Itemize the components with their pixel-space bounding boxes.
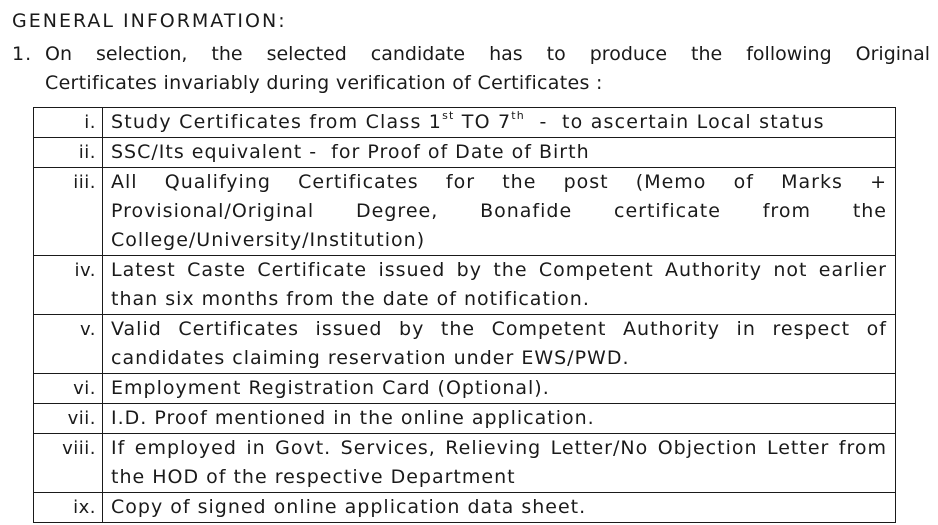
row-index: vi.: [34, 374, 103, 404]
row-text: If employed in Govt. Services, Relieving Letter/No Objection Letter from the HOD of the respective Department: [103, 434, 896, 493]
row-index: i.: [34, 108, 103, 138]
row-index: iv.: [34, 256, 103, 315]
row-text: All Qualifying Certificates for the post (Memo of Marks + Provisional/Original Degree, Bonafide certificate from the College/University/Institution): [103, 168, 896, 256]
row-index: vii.: [34, 404, 103, 434]
row-text-part: - to ascertain Local status: [524, 111, 825, 133]
row-index: ii.: [34, 138, 103, 168]
item-number: 1.: [12, 43, 33, 65]
table-row: [34, 493, 896, 523]
row-text: Valid Certificates issued by the Competent Authority in respect of candidates claiming reservation under EWS/PWD.: [103, 315, 896, 374]
table-row: [34, 108, 896, 138]
certificates-table: [33, 107, 896, 523]
table-row: [34, 138, 896, 168]
ordinal-suffix: st: [442, 108, 455, 122]
instruction-line-2: Certificates invariably during verification of Certificates :: [45, 72, 603, 94]
section-heading: GENERAL INFORMATION:: [12, 10, 287, 32]
row-index: iii.: [34, 168, 103, 256]
row-index: ix.: [34, 493, 103, 523]
table-row: [34, 434, 896, 493]
table-row: [34, 315, 896, 374]
ordinal-suffix: th: [511, 108, 525, 122]
row-text: I.D. Proof mentioned in the online application.: [103, 404, 896, 434]
row-text-part: TO 7: [454, 111, 512, 133]
row-text: Copy of signed online application data sheet.: [103, 493, 896, 523]
row-text: SSC/Its equivalent - for Proof of Date of Birth: [103, 138, 896, 168]
row-text: Employment Registration Card (Optional).: [103, 374, 896, 404]
table-row: [34, 168, 896, 256]
table-row: [34, 404, 896, 434]
row-index: viii.: [34, 434, 103, 493]
row-text-part: Study Certificates from Class 1: [111, 111, 443, 133]
row-text: [103, 108, 896, 138]
table-row: [34, 256, 896, 315]
table-row: [34, 374, 896, 404]
row-text: Latest Caste Certificate issued by the Competent Authority not earlier than six months from the date of notification.: [103, 256, 896, 315]
instruction-line-1: On selection, the selected candidate has to produce the following Original: [45, 43, 930, 65]
row-index: v.: [34, 315, 103, 374]
